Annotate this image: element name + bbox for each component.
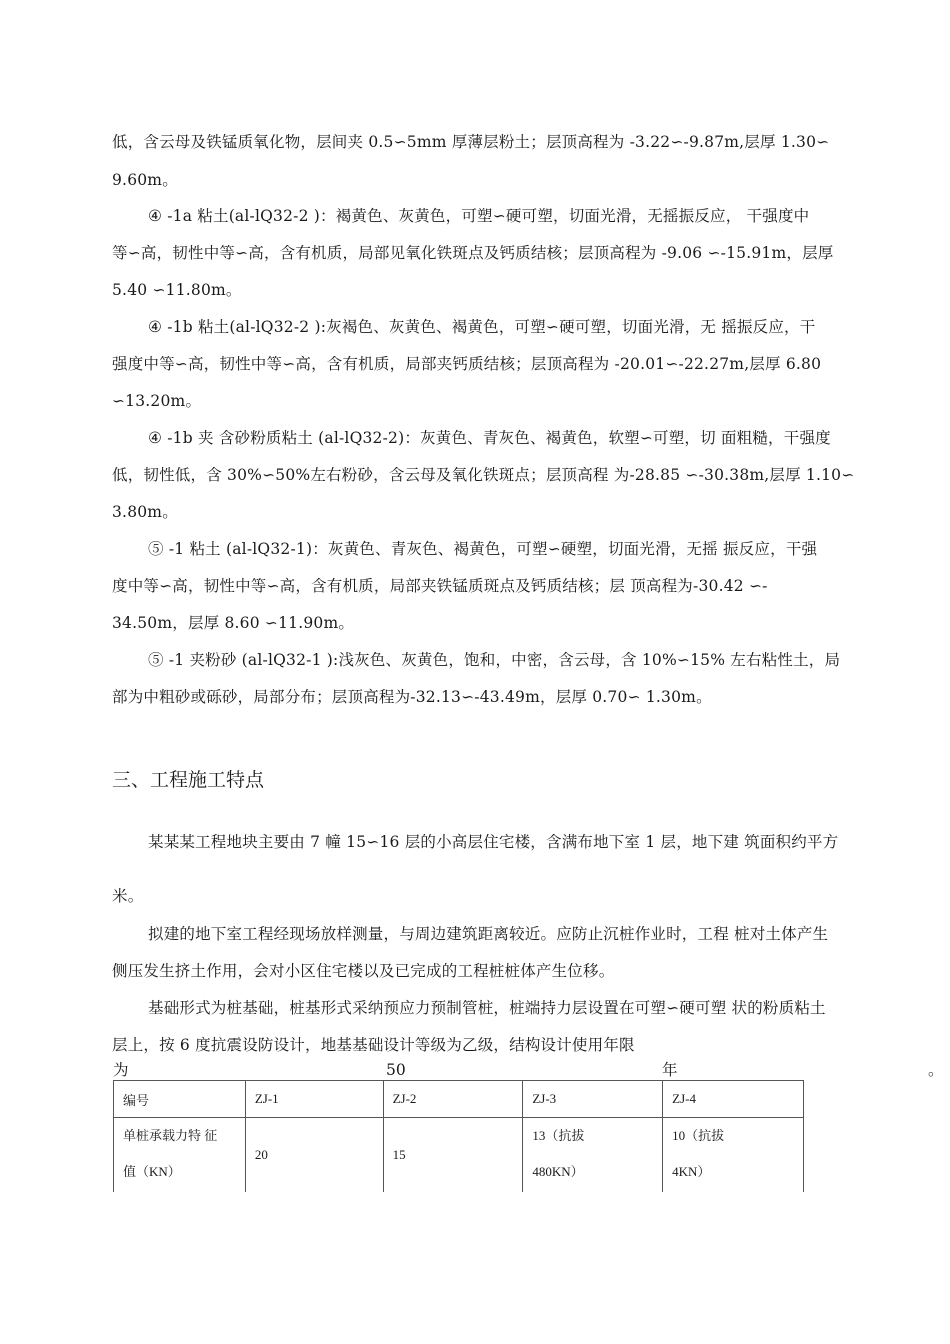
p4-line-3: 3.80m。	[112, 503, 178, 521]
p2-line-2: 等∽高，韧性中等∽高，含有机质，局部见氧化铁斑点及钙质结核；层顶高程为 -9.06 ∽-15.91m，层厚	[112, 244, 834, 262]
trailing-period: 。	[928, 1061, 944, 1079]
p3-line-1: ④ -1b 粘土(al-lQ32-2 ):灰褐色、灰黄色、褐黄色，可塑∽硬可塑，切面光滑，无 摇振反应，干	[148, 318, 816, 336]
cell-zj1-value: 20	[245, 1118, 383, 1193]
cell-zj3-value	[523, 1118, 663, 1193]
p5-line-1: ⑤ -1 粘土 (al-lQ32-1)：灰黄色、青灰色、褐黄色，可塑∽硬塑，切面光滑，无摇 振反应，干强	[148, 540, 818, 558]
header-cell-zj2: ZJ-2	[383, 1081, 523, 1118]
cell-zj2-value: 15	[383, 1118, 523, 1193]
p1-line-2: 9.60m。	[112, 171, 178, 189]
p8-line-1: 拟建的地下室工程经现场放样测量，与周边建筑距离较近。应防止沉桩作业时，工程 桩对土体产生	[148, 925, 829, 943]
p4-line-2: 低，韧性低，含 30%∽50%左右粉砂，含云母及氧化铁斑点；层顶高程 为-28.85 ∽-30.38m,层厚 1.10∽	[112, 466, 855, 484]
trailing-word-wei: 为	[113, 1061, 129, 1079]
p3-line-2: 强度中等∽高，韧性中等∽高，含有机质，局部夹钙质结核；层顶高程为 -20.01∽-22.27m,层厚 6.80	[112, 355, 822, 373]
p4-line-1: ④ -1b 夹 含砂粉质粘土 (al-lQ32-2)：灰黄色、青灰色、褐黄色，软塑∽可塑，切 面粗糙，干强度	[148, 429, 831, 447]
table-header-row	[114, 1081, 804, 1118]
row-label-line-1: 单桩承载力特 征	[123, 1128, 218, 1143]
header-cell-zj1: ZJ-1	[245, 1081, 383, 1118]
cell-zj4-line-1: 10（抗拔	[672, 1128, 725, 1143]
p7-line-2: 米。	[112, 887, 144, 905]
p3-line-3: ∽13.20m。	[112, 392, 202, 410]
cell-zj4-line-2: 4KN）	[672, 1164, 711, 1179]
p1-line-1: 低，含云母及铁锰质氧化物，层间夹 0.5∽5mm 厚薄层粉土；层顶高程为 -3.22∽-9.87m,层厚 1.30∽	[112, 133, 830, 151]
trailing-number-50: 50	[386, 1061, 406, 1079]
p9-line-1: 基础形式为桩基础，桩基形式采纳预应力预制管桩，桩端持力层设置在可塑∽硬可塑 状的粉质粘土	[148, 999, 826, 1017]
header-cell-zj4: ZJ-4	[663, 1081, 804, 1118]
pile-capacity-table	[113, 1080, 804, 1192]
cell-zj4-value	[663, 1118, 804, 1193]
row-label-cell	[114, 1118, 246, 1193]
p5-line-2: 度中等∽高，韧性中等∽高，含有机质，局部夹铁锰质斑点及钙质结核；层 顶高程为-30.42 ∽-	[112, 577, 768, 595]
trailing-word-nian: 年	[662, 1061, 678, 1079]
p7-line-1: 某某某工程地块主要由 7 幢 15∽16 层的小高层住宅楼，含满布地下室 1 层，地下建 筑面积约平方	[148, 833, 839, 851]
p9-line-2: 层上，按 6 度抗震设防设计，地基基础设计等级为乙级，结构设计使用年限	[112, 1036, 635, 1054]
cell-zj3-line-2: 480KN）	[532, 1164, 584, 1179]
p6-line-1: ⑤ -1 夹粉砂 (al-lQ32-1 ):浅灰色、灰黄色，饱和，中密，含云母，含 10%∽15% 左右粘性土，局	[148, 651, 841, 669]
section-heading: 三、工程施工特点	[112, 769, 265, 791]
cell-zj3-line-1: 13（抗拔	[532, 1128, 585, 1143]
p6-line-2: 部为中粗砂或砾砂，局部分布；层顶高程为-32.13∽-43.49m，层厚 0.70∽ 1.30m。	[112, 688, 712, 706]
p5-line-3: 34.50m，层厚 8.60 ∽11.90m。	[112, 614, 355, 632]
p2-line-3: 5.40 ∽11.80m。	[112, 281, 242, 299]
table-row	[114, 1118, 804, 1193]
p2-line-1: ④ -1a 粘土(al-lQ32-2 )：褐黄色、灰黄色，可塑∽硬可塑，切面光滑，无摇振反应， 干强度中	[148, 207, 810, 225]
p8-line-2: 侧压发生挤土作用，会对小区住宅楼以及已完成的工程桩桩体产生位移。	[112, 962, 615, 980]
header-cell-id: 编号	[114, 1081, 246, 1118]
row-label-line-2: 值（KN）	[123, 1164, 181, 1179]
header-cell-zj3: ZJ-3	[523, 1081, 663, 1118]
